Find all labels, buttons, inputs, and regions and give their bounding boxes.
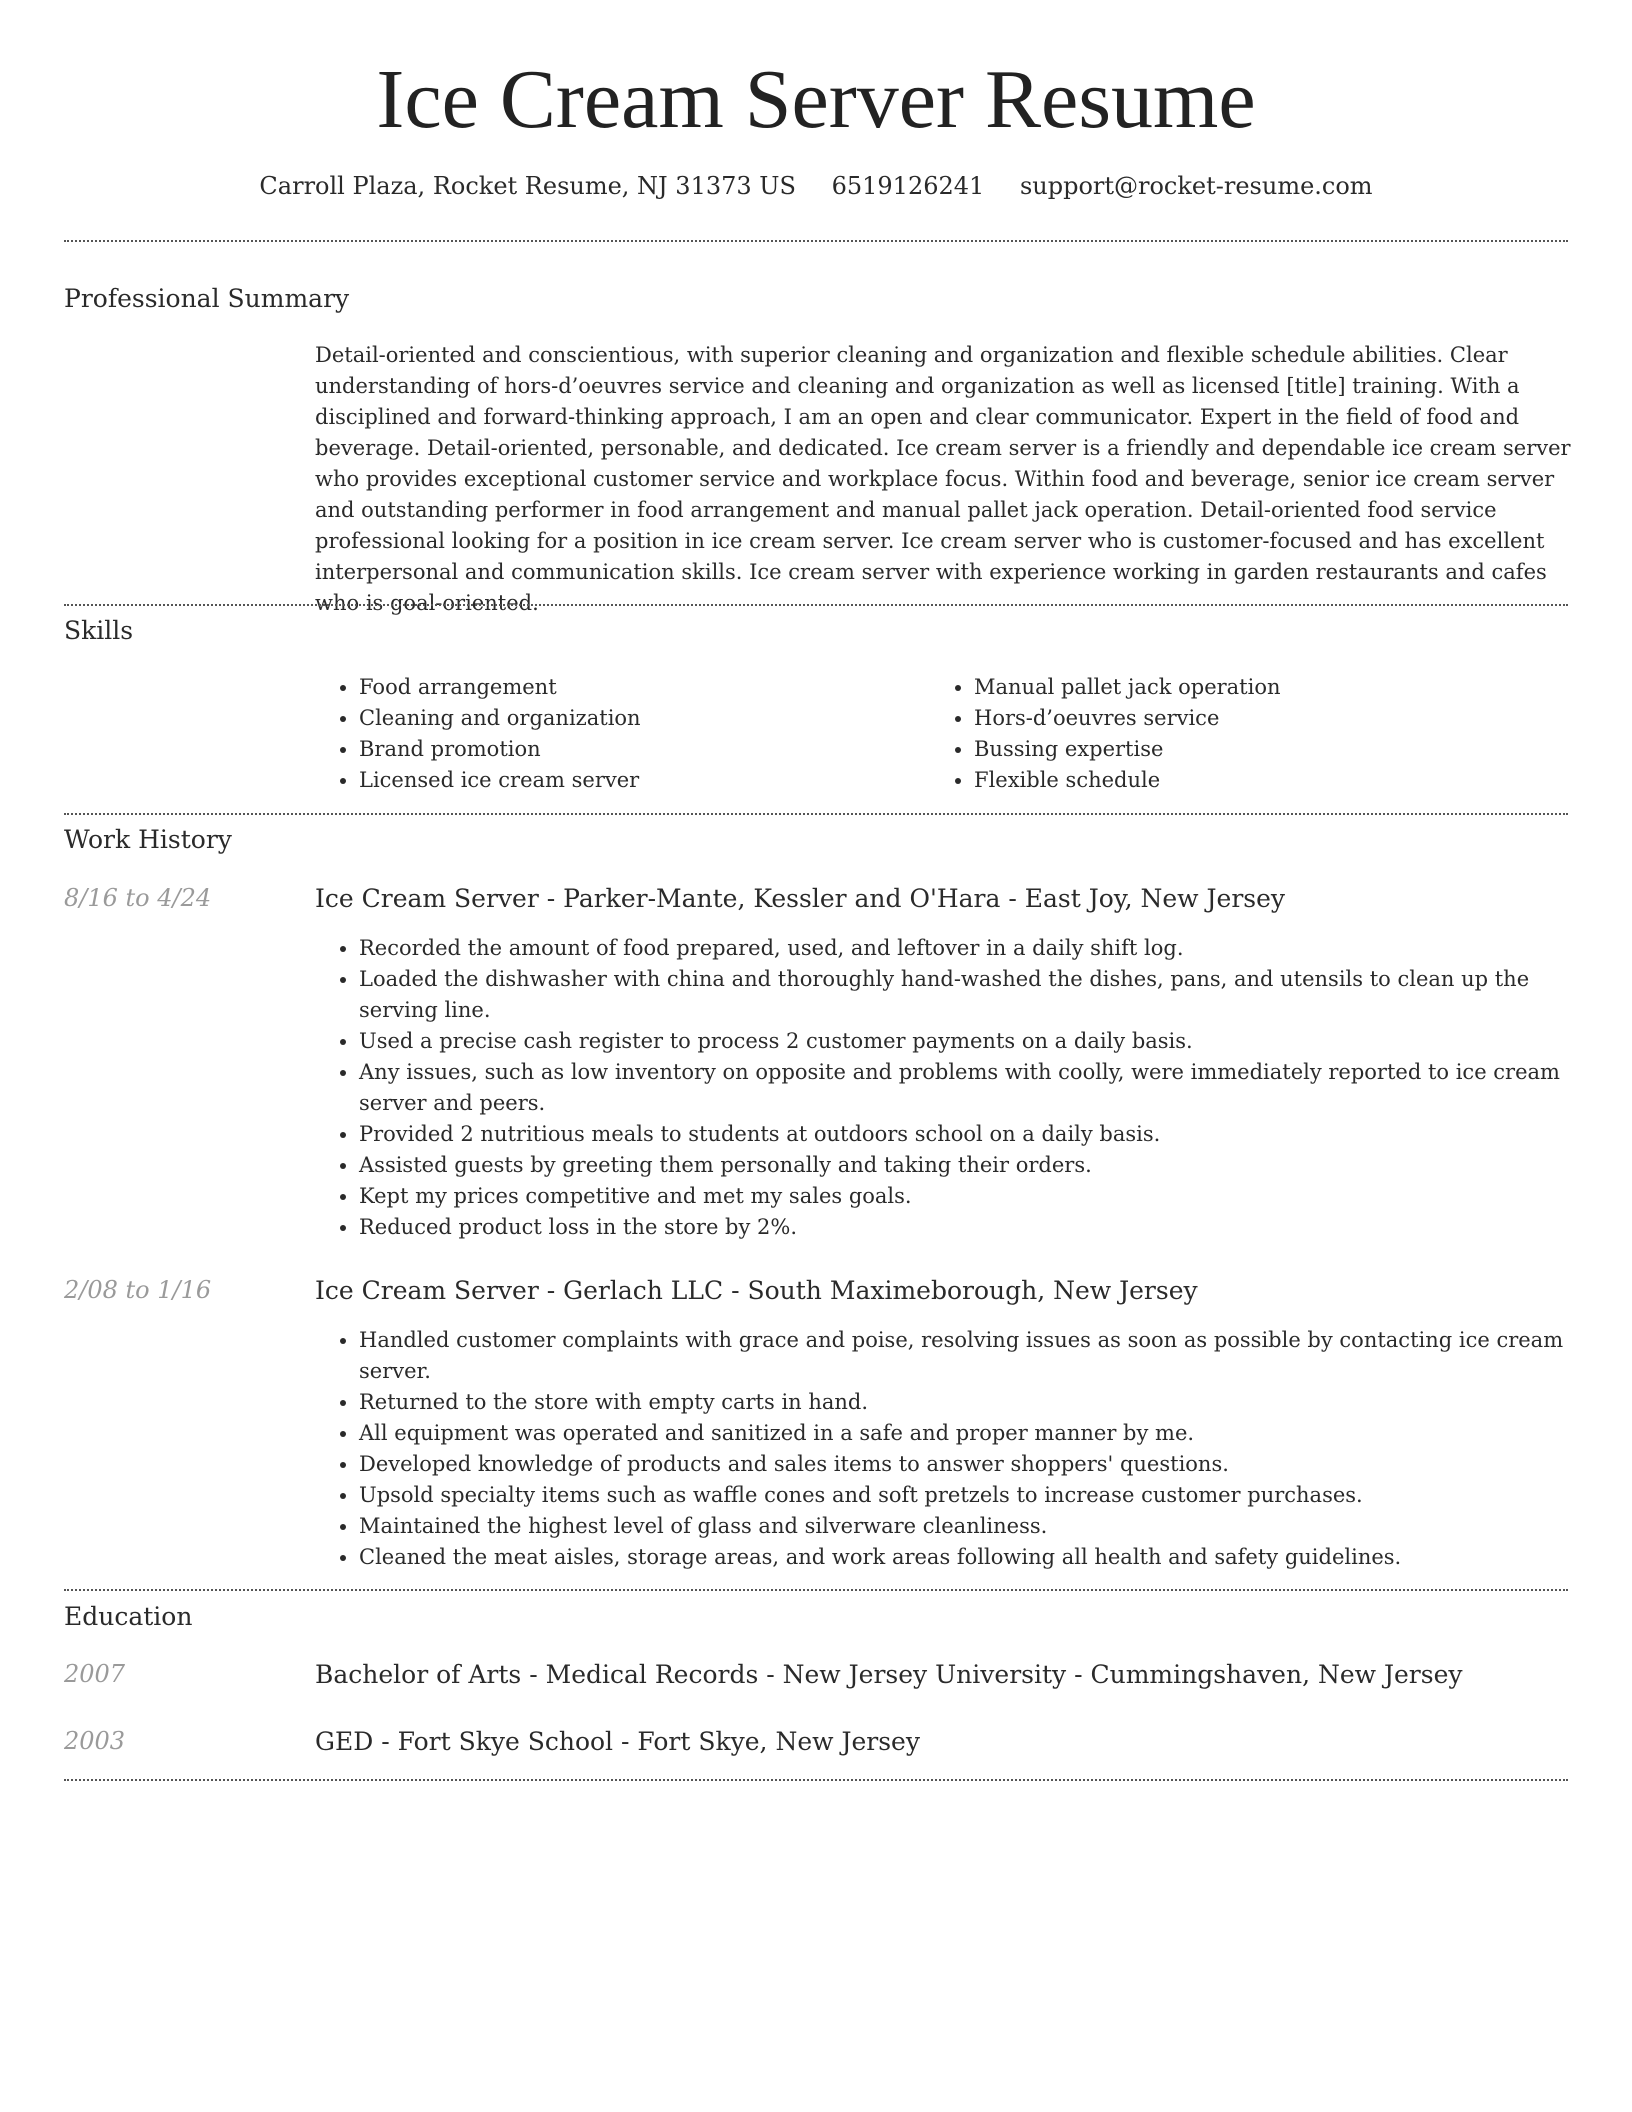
skill-item: • Food arrangement: [359, 672, 959, 703]
list-item: • Any issues, such as low inventory on opposite and problems with coolly, were immediately reported to ice cream server and peers.: [359, 1057, 1571, 1119]
job-dates: 8/16 to 4/24: [64, 884, 212, 912]
resume-title: Ice Cream Server Resume: [376, 53, 1256, 146]
list-item: • Used a precise cash register to process 2 customer payments on a daily basis.: [359, 1026, 1571, 1057]
divider: [64, 240, 1568, 242]
list-item: • Cleaned the meat aisles, storage areas, and work areas following all health and safety guidelines.: [359, 1542, 1571, 1573]
skill-item: • Manual pallet jack operation: [974, 672, 1574, 703]
skills-list-left: [315, 672, 959, 796]
list-item: • Provided 2 nutritious meals to students at outdoors school on a daily basis.: [359, 1119, 1571, 1150]
list-item: • Kept my prices competitive and met my sales goals.: [359, 1181, 1571, 1212]
skill-item: • Cleaning and organization: [359, 703, 959, 734]
list-item: • Maintained the highest level of glass and silverware cleanliness.: [359, 1511, 1571, 1542]
skill-item: • Brand promotion: [359, 734, 959, 765]
list-item: • Handled customer complaints with grace and poise, resolving issues as soon as possible by contacting ice cream server.: [359, 1325, 1571, 1387]
skill-item: • Hors-d’oeuvres service: [974, 703, 1574, 734]
skill-item: • Licensed ice cream server: [359, 765, 959, 796]
divider: [64, 813, 1568, 815]
contact-line: [64, 172, 1568, 200]
education-year: 2003: [64, 1727, 126, 1755]
summary-text: Detail-oriented and conscientious, with superior cleaning and organization and flexible schedule abilities. Clear understanding of hors-d’oeuvres service and cleaning and organization as well as licensed [title] training. With a disciplined and forward-thinking approach, I am an open and clear communicator. Expert in the field of food and beverage. Detail-oriented, personable, and dedicated. Ice cream server is a friendly and dependable ice cream server who provides exceptional customer service and workplace focus. Within food and beverage, senior ice cream server and outstanding performer in food arrangement and manual pallet jack operation. Detail-oriented food service professional looking for a position in ice cream server. Ice cream server who is customer-focused and has excellent interpersonal and communication skills. Ice cream server with experience working in garden restaurants and cafes who is goal-oriented.: [315, 343, 1571, 615]
divider: [64, 604, 1568, 606]
skills-heading: Skills: [64, 616, 134, 645]
education-year: 2007: [64, 1660, 126, 1688]
list-item: • Loaded the dishwasher with china and thoroughly hand-washed the dishes, pans, and utensils to clean up the serving line.: [359, 964, 1571, 1026]
job-bullets: [315, 933, 1571, 1243]
divider: [64, 1589, 1568, 1591]
skill-item: • Flexible schedule: [974, 765, 1574, 796]
job-dates: 2/08 to 1/16: [64, 1276, 212, 1304]
divider: [64, 1779, 1568, 1781]
list-item: • Assisted guests by greeting them personally and taking their orders.: [359, 1150, 1571, 1181]
education-entry: GED - Fort Skye School - Fort Skye, New Jersey: [315, 1727, 920, 1756]
list-item: • Developed knowledge of products and sales items to answer shoppers' questions.: [359, 1449, 1571, 1480]
education-heading: Education: [64, 1602, 193, 1631]
list-item: • All equipment was operated and sanitized in a safe and proper manner by me.: [359, 1418, 1571, 1449]
work-heading: Work History: [64, 825, 232, 854]
skill-item: • Bussing expertise: [974, 734, 1574, 765]
list-item: • Returned to the store with empty carts in hand.: [359, 1387, 1571, 1418]
email[interactable]: support@rocket-resume.com: [1019, 172, 1373, 200]
phone: 6519126241: [831, 172, 985, 200]
job-title: Ice Cream Server - Parker-Mante, Kessler and O'Hara - East Joy, New Jersey: [315, 884, 1286, 913]
list-item: • Reduced product loss in the store by 2%.: [359, 1212, 1571, 1243]
summary-heading: Professional Summary: [64, 284, 350, 313]
job-bullets: [315, 1325, 1571, 1573]
list-item: • Recorded the amount of food prepared, used, and leftover in a daily shift log.: [359, 933, 1571, 964]
address: Carroll Plaza, Rocket Resume, NJ 31373 US: [259, 172, 796, 200]
list-item: • Upsold specialty items such as waffle cones and soft pretzels to increase customer purchases.: [359, 1480, 1571, 1511]
education-entry: Bachelor of Arts - Medical Records - New Jersey University - Cummingshaven, New Jersey: [315, 1660, 1463, 1689]
job-title: Ice Cream Server - Gerlach LLC - South Maximeborough, New Jersey: [315, 1276, 1198, 1305]
skills-list-right: [930, 672, 1574, 796]
